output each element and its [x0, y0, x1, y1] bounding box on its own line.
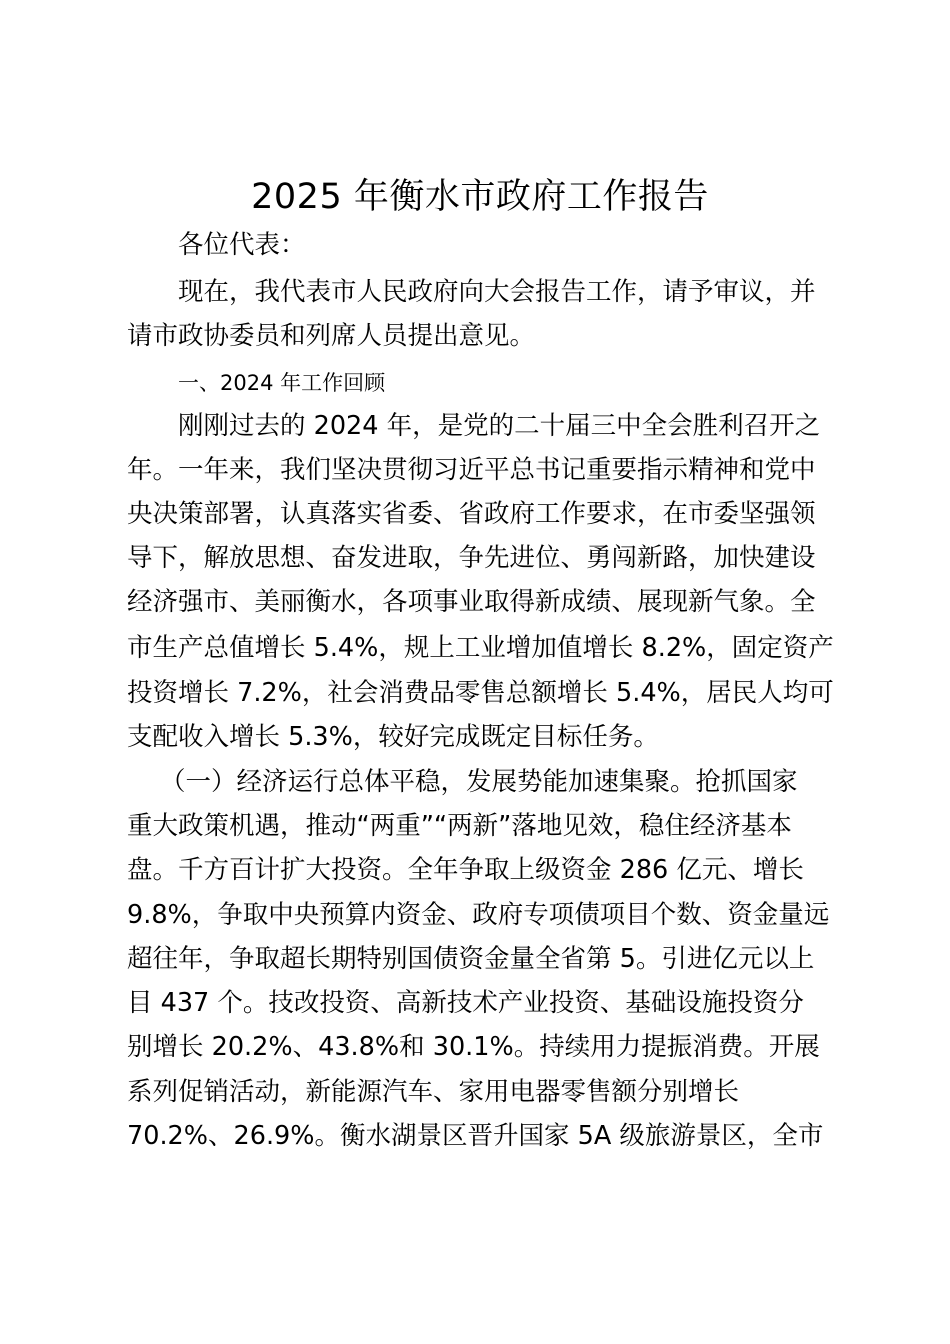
- paragraph-line: 市生产总值增长 5.4%，规上工业增加值增长 8.2%，固定资产: [127, 633, 834, 663]
- paragraph-line: 支配收入增长 5.3%，较好完成既定目标任务。: [127, 722, 659, 752]
- paragraph-line: 系列促销活动，新能源汽车、家用电器零售额分别增长: [127, 1077, 740, 1107]
- paragraph-line: 70.2%、26.9%。衡水湖景区晋升国家 5A 级旅游景区，全市: [127, 1121, 824, 1151]
- section-heading: 一、2024 年工作回顾: [178, 371, 386, 395]
- paragraph-line: 盘。千方百计扩大投资。全年争取上级资金 286 亿元、增长: [127, 855, 804, 885]
- paragraph-line: 9.8%，争取中央预算内资金、政府专项债项目个数、资金量远: [127, 900, 830, 930]
- paragraph-line: 导下，解放思想、奋发进取，争先进位、勇闯新路，加快建设: [127, 543, 816, 573]
- paragraph-line: 请市政协委员和列席人员提出意见。: [127, 321, 536, 351]
- document-title: 2025 年衡水市政府工作报告: [251, 177, 709, 217]
- salutation: 各位代表：: [178, 230, 306, 260]
- paragraph-line: 现在，我代表市人民政府向大会报告工作，请予审议，并: [178, 277, 816, 307]
- paragraph-line: 别增长 20.2%、43.8%和 30.1%。持续用力提振消费。开展: [127, 1032, 820, 1062]
- paragraph-line: 央决策部署，认真落实省委、省政府工作要求，在市委坚强领: [127, 499, 816, 529]
- paragraph-line: 刚刚过去的 2024 年，是党的二十届三中全会胜利召开之: [178, 411, 821, 441]
- paragraph-line: 投资增长 7.2%，社会消费品零售总额增长 5.4%，居民人均可: [127, 678, 834, 708]
- paragraph-line: 经济强市、美丽衡水，各项事业取得新成绩、展现新气象。全: [127, 587, 816, 617]
- paragraph-line: 超往年，争取超长期特别国债资金量全省第 5。引进亿元以上: [127, 944, 815, 974]
- paragraph-line: 重大政策机遇，推动“两重”“两新”落地见效，稳住经济基本: [127, 811, 792, 841]
- paragraph-line: 年。一年来，我们坚决贯彻习近平总书记重要指示精神和党中: [127, 455, 816, 485]
- subsection-line: （一）经济运行总体平稳，发展势能加速集聚。抢抓国家: [160, 767, 798, 797]
- paragraph-line: 目 437 个。技改投资、高新技术产业投资、基础设施投资分: [127, 988, 804, 1018]
